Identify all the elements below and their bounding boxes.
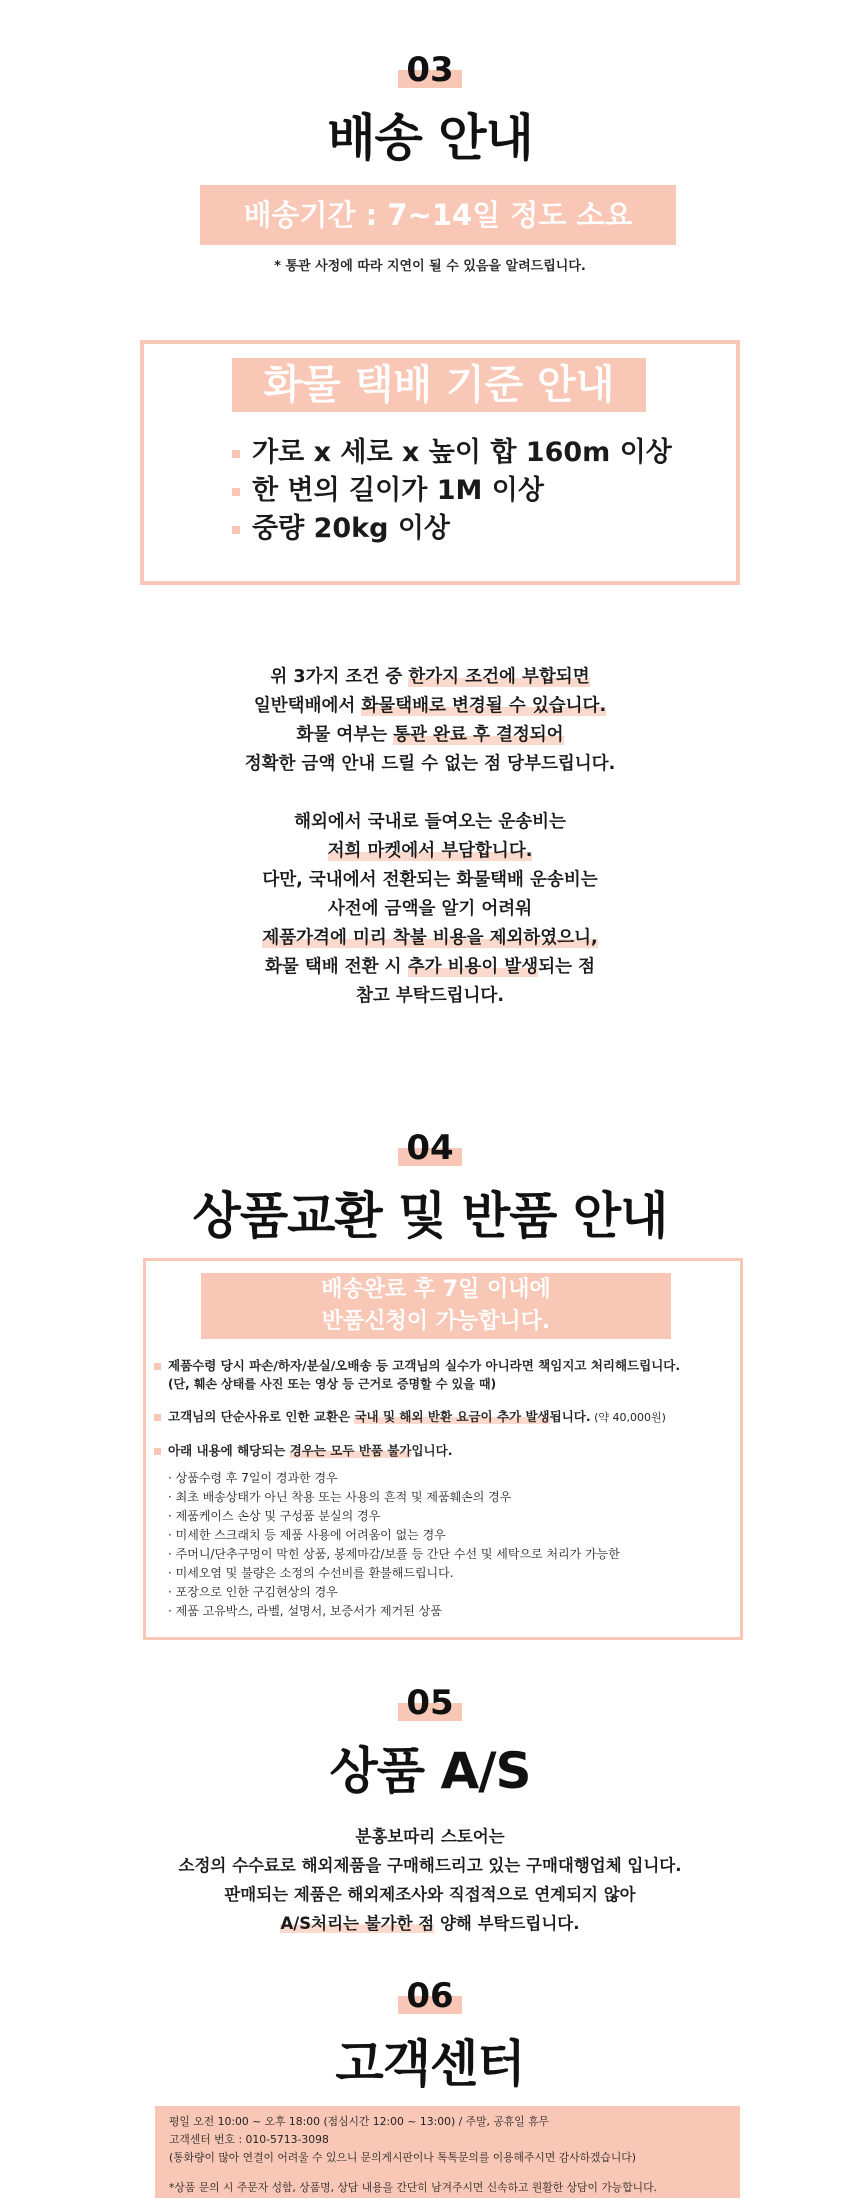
freight-criteria-title: 화물 택배 기준 안내 [232, 358, 646, 412]
list-item: 중량 20kg 이상 [232, 510, 672, 548]
section-03-number: 03 [0, 52, 860, 88]
list-item: · 제품케이스 손상 및 구성품 분실의 경우 [168, 1509, 381, 1523]
list-item: · 최초 배송상태가 아닌 착용 또는 사용의 흔적 및 제품훼손의 경우 [168, 1490, 512, 1504]
business-hours: 평일 오전 10:00 ~ 오후 18:00 (점심시간 12:00 ~ 13:00) / 주말, 공휴일 휴무 [169, 2115, 549, 2128]
phone-number: 고객센터 번호 : 010-5713-3098 [169, 2133, 329, 2146]
freight-criteria-list [232, 434, 672, 548]
rule-damage: 제품수령 당시 파손/하자/분실/오배송 등 고객님의 실수가 아니라면 책임지고 처리해드립니다. (단, 훼손 상태를 사진 또는 영상 등 근거로 증명할 수 있을 때) [154, 1356, 734, 1394]
freight-conditions-paragraph: 위 3가지 조건 중 한가지 조건에 부합되면 일반택배에서 화물택배로 변경될 수 있습니다. 화물 여부는 통관 완료 후 결정되어 정확한 금액 안내 드릴 수 없는 점 당부드립니다. [244, 667, 616, 774]
return-exclusions-list [168, 1469, 738, 1621]
bullet-square-icon [232, 526, 240, 534]
section-03-title: 배송 안내 [327, 109, 533, 167]
bullet-square-icon [154, 1448, 161, 1455]
bullet-square-icon [154, 1414, 161, 1421]
list-item: 한 변의 길이가 1M 이상 [232, 472, 672, 510]
list-item: · 주머니/단추구멍이 막힌 상품, 봉제마감/보풀 등 간단 수선 및 세탁으로 처리가 가능한 [168, 1547, 620, 1561]
bullet-square-icon [154, 1363, 161, 1370]
section-04-title: 상품교환 및 반품 안내 [192, 1187, 668, 1245]
bullet-square-icon [232, 450, 240, 458]
list-item: · 미세오염 및 불량은 소정의 수선비를 환불해드립니다. [168, 1566, 454, 1580]
return-period-banner: 배송완료 후 7일 이내에 반품신청이 가능합니다. [201, 1273, 671, 1339]
section-05-title: 상품 A/S [329, 1742, 531, 1800]
bullet-square-icon [232, 488, 240, 496]
delivery-period-note: * 통관 사정에 따라 지연이 될 수 있음을 알려드립니다. [274, 259, 586, 274]
customer-center-box [155, 2106, 740, 2198]
section-06-title: 고객센터 [335, 2035, 525, 2093]
rule-no-return: 아래 내용에 해당되는 경우는 모두 반품 불가입니다. [154, 1441, 734, 1460]
shipping-cost-paragraph: 해외에서 국내로 들여오는 운송비는 저희 마켓에서 부담합니다. 다만, 국내에서 전환되는 화물택배 운송비는 사전에 금액을 알기 어려워 제품가격에 미리 착불 비용을 제외하였으니, 화물 택배 전환 시 추가 비용이 발생되는 점 참고 부탁드립니다. [262, 812, 598, 1006]
list-item: · 포장으로 인한 구김현상의 경우 [168, 1585, 338, 1599]
freight-criteria-box [140, 340, 740, 585]
inquiry-note: *상품 문의 시 주문자 성함, 상품명, 상담 내용을 간단히 남겨주시면 신속하고 원활한 상담이 가능합니다. [169, 2181, 657, 2194]
exchange-return-box [143, 1258, 743, 1640]
list-item: · 미세한 스크래치 등 제품 사용에 어려움이 없는 경우 [168, 1528, 446, 1542]
rule-simple-change: 고객님의 단순사유로 인한 교환은 국내 및 해외 반환 요금이 추가 발생됩니다. (약 40,000원) [154, 1407, 734, 1427]
list-item: 가로 x 세로 x 높이 합 160m 이상 [232, 434, 672, 472]
list-item: · 제품 고유박스, 라벨, 설명서, 보증서가 제거된 상품 [168, 1604, 442, 1618]
section-06-number: 06 [0, 1978, 860, 2014]
as-policy-paragraph: 분홍보따리 스토어는 소정의 수수료로 해외제품을 구매해드리고 있는 구매대행업체 입니다. 판매되는 제품은 해외제조사와 직접적으로 연계되지 않아 A/S처리는 불가한 점 양해 부탁드립니다. [178, 1827, 682, 1933]
section-05-number: 05 [0, 1685, 860, 1721]
list-item: · 상품수령 후 7일이 경과한 경우 [168, 1471, 338, 1485]
section-04-number: 04 [0, 1130, 860, 1166]
busy-note: (통화량이 많아 연결이 어려울 수 있으니 문의게시판이나 톡톡문의를 이용해주시면 감사하겠습니다) [169, 2151, 636, 2164]
delivery-period-banner: 배송기간 : 7~14일 정도 소요 [200, 185, 676, 245]
